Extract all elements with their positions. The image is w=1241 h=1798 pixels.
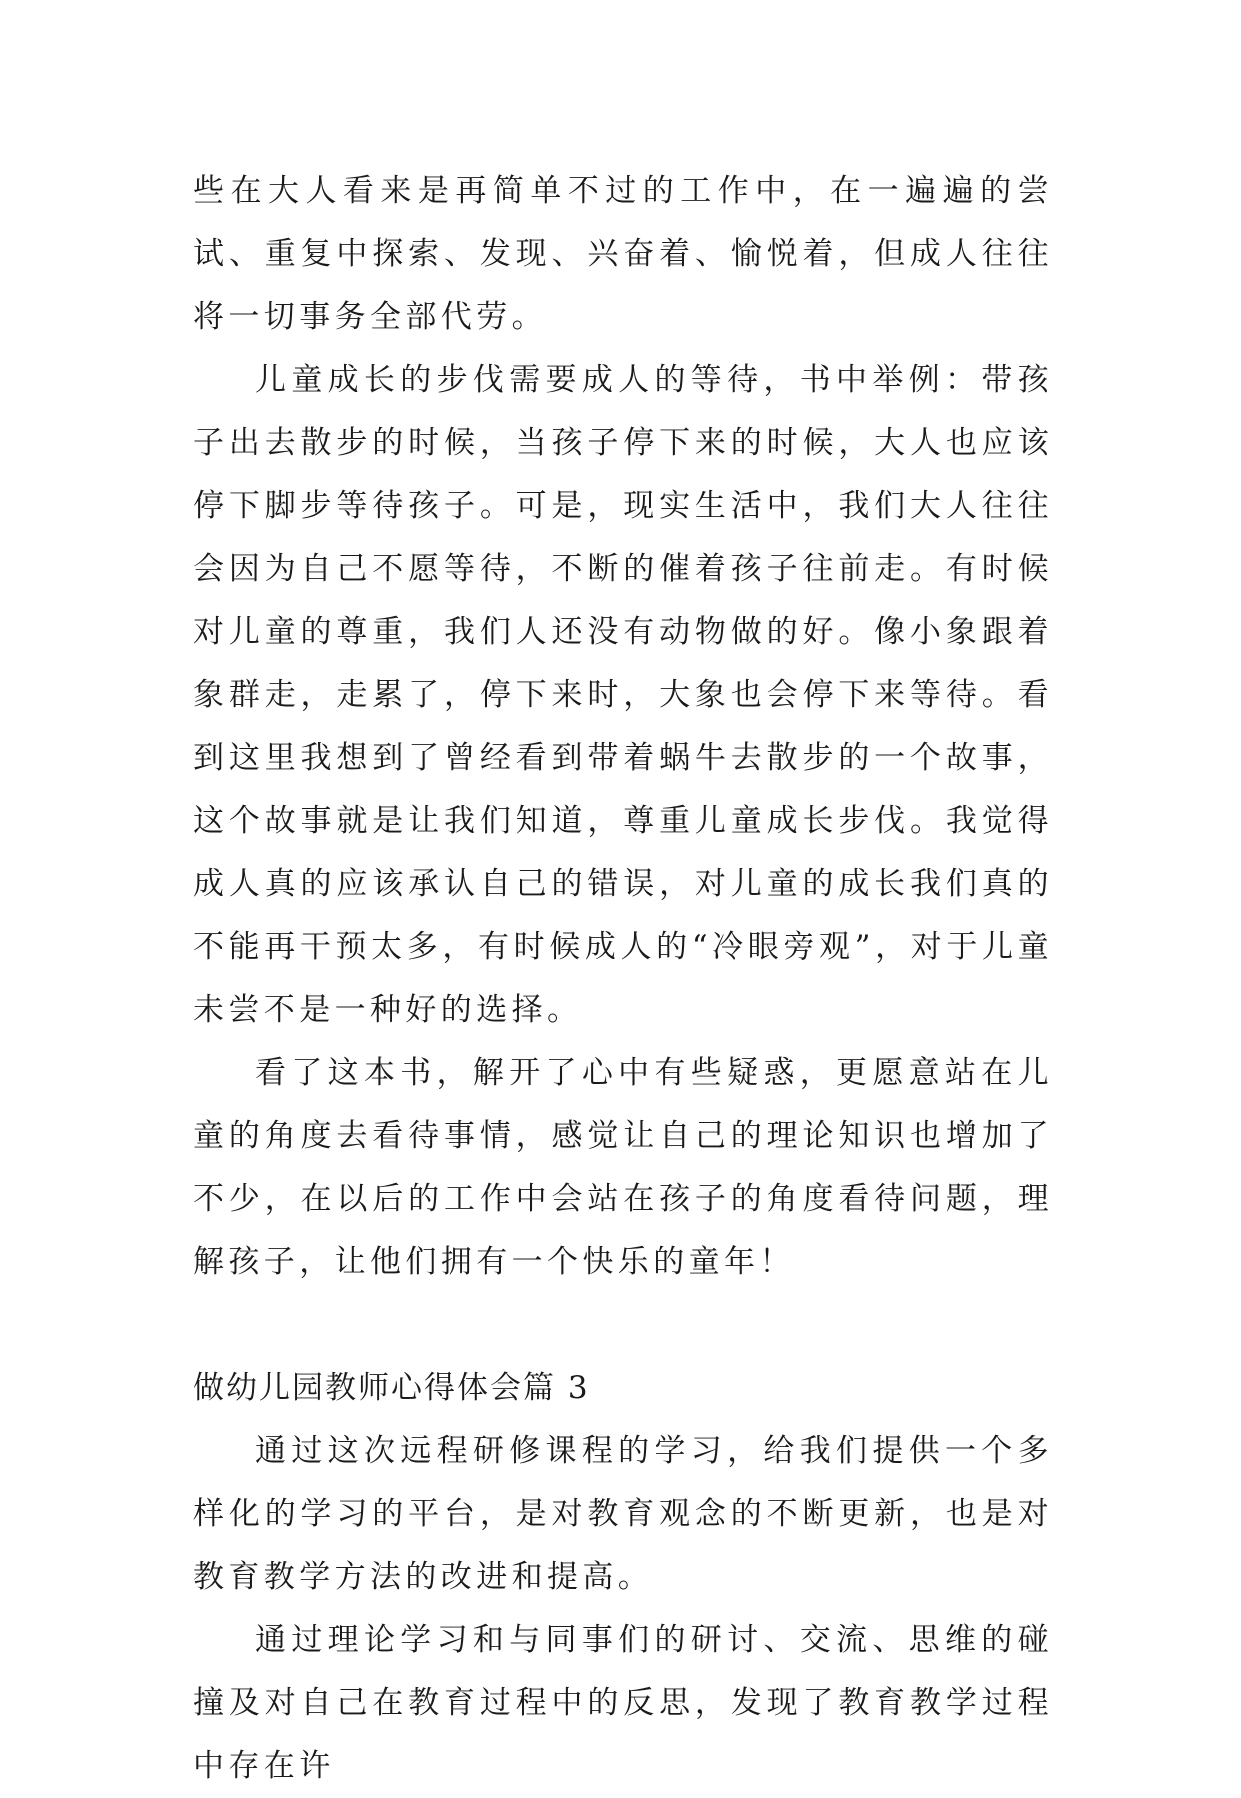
section-title: 做幼儿园教师心得体会篇 3 [193,1370,590,1406]
paragraph-waiting: 儿童成长的步伐需要成人的等待，书中举例：带孩子出去散步的时候，当孩子停下来的时候，大人也应该停下脚步等待孩子。可是，现实生活中，我们大人往往会因为自己不愿等待，不断的催着孩子往前走。有时候对儿童的尊重，我们人还没有动物做的好。像小象跟着象群走，走累了，停下来时，大象也会停下来等待。看到这里我想到了曾经看到带着蜗牛去散步的一个故事，这个故事就是让我们知道，尊重儿童成长步伐。我觉得成人真的应该承认自己的错误，对儿童的成长我们真的不能再干预太多，有时候成人的“冷眼旁观”，对于儿童未尝不是一种好的选择。 [193,362,1053,1028]
section-gap [193,1294,1053,1357]
paragraph-reflection: 通过理论学习和与同事们的研讨、交流、思维的碰撞及对自己在教育过程中的反思，发现了教育教学过程中存在许 [193,1622,1053,1784]
paragraph-remote-study: 通过这次远程研修课程的学习，给我们提供一个多样化的学习的平台，是对教育观念的不断更新，也是对教育教学方法的改进和提高。 [193,1433,1053,1595]
document-body [193,160,1053,1798]
paragraph-conclusion: 看了这本书，解开了心中有些疑惑，更愿意站在儿童的角度去看待事情，感觉让自己的理论知识也增加了不少，在以后的工作中会站在孩子的角度看待问题，理解孩子，让他们拥有一个快乐的童年！ [193,1055,1053,1280]
paragraph-continued: 些在大人看来是再简单不过的工作中，在一遍遍的尝试、重复中探索、发现、兴奋着、愉悦着，但成人往往将一切事务全部代劳。 [193,173,1053,335]
